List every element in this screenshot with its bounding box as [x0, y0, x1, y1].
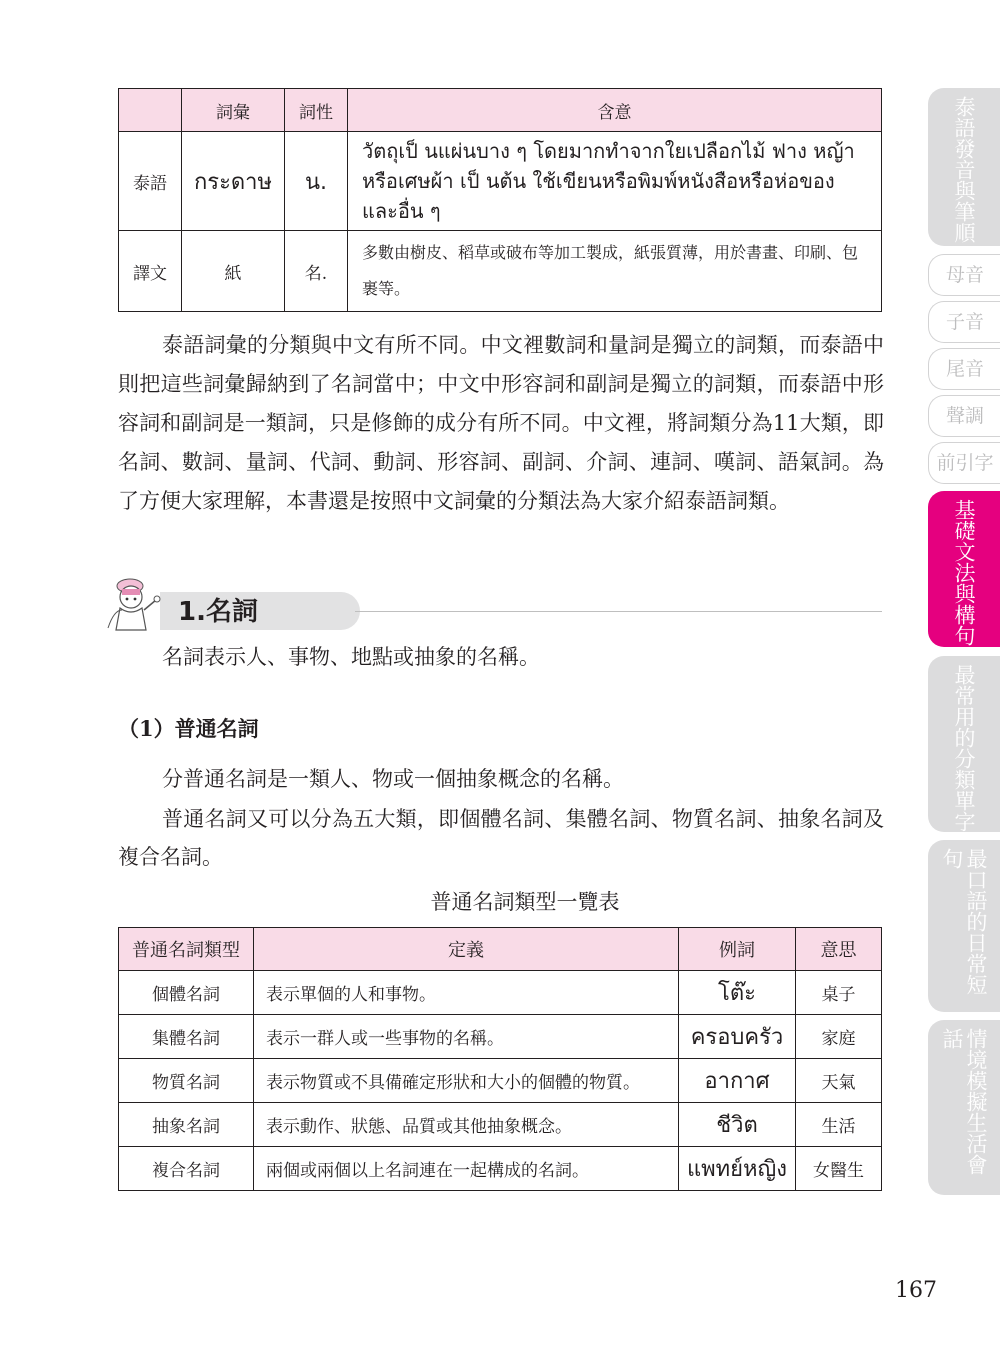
- noun-example: โต๊ะ: [679, 971, 796, 1015]
- intro-paragraph: 泰語詞彙的分類與中文有所不同。中文裡數詞和量詞是獨立的詞類，而泰語中則把這些詞彙歸納到了名詞當中；中文中形容詞和副詞是獨立的詞類，而泰語中形容詞和副詞是一類詞，只是修飾的成分有所不同。中文裡，將詞類分為11大類，即名詞、數詞、量詞、代詞、動詞、形容詞、副詞、介詞、連詞、嘆詞、語氣詞。為了方便大家理解，本書還是按照中文詞彙的分類法為大家介紹泰語詞類。: [118, 333, 884, 513]
- table-row: [119, 1103, 882, 1147]
- row-label: 泰語: [119, 132, 182, 231]
- vocab-word: 紙: [182, 231, 285, 312]
- noun-meaning: 桌子: [796, 971, 882, 1015]
- noun-example: อากาศ: [679, 1059, 796, 1103]
- tab-label: 尾音: [945, 358, 984, 380]
- tab-vowels[interactable]: [928, 254, 1000, 296]
- noun-meaning: 女醫生: [796, 1147, 882, 1191]
- tab-label: 母音: [945, 264, 984, 286]
- tab-phrases[interactable]: [928, 840, 1000, 1012]
- vocab-pos: น.: [285, 132, 348, 231]
- table-row: [119, 1015, 882, 1059]
- tab-label: 泰語發音與筆順: [952, 96, 976, 243]
- noun-header-example: 例詞: [679, 928, 796, 971]
- divider: [355, 611, 882, 612]
- vocab-word: กระดาษ: [182, 132, 285, 231]
- noun-type: 複合名詞: [119, 1147, 254, 1191]
- noun-definition: 表示一群人或一些事物的名稱。: [254, 1015, 679, 1059]
- tab-label: 子音: [945, 311, 984, 333]
- tab-leading-letters[interactable]: [928, 442, 1000, 484]
- noun-type: 抽象名詞: [119, 1103, 254, 1147]
- tab-label: 前引字: [936, 452, 994, 474]
- vocab-meaning: 多數由樹皮、稻草或破布等加工製成，紙張質薄，用於書畫、印刷、包裹等。: [348, 231, 882, 312]
- tab-vocabulary[interactable]: [928, 656, 1000, 832]
- tab-final-sounds[interactable]: [928, 348, 1000, 390]
- noun-header-meaning: 意思: [796, 928, 882, 971]
- vocab-header-blank: [119, 89, 182, 132]
- subsection-title: （1）普通名詞: [118, 716, 259, 741]
- tab-label: 最常用的分類單字: [952, 664, 976, 832]
- section-title: 1.名詞: [178, 597, 258, 627]
- tab-label: 情境模擬生活會話: [940, 1028, 988, 1175]
- noun-meaning: 生活: [796, 1103, 882, 1147]
- mascot-icon: [100, 570, 170, 636]
- noun-type: 個體名詞: [119, 971, 254, 1015]
- vocab-table: [118, 88, 882, 312]
- tab-conversation[interactable]: [928, 1020, 1000, 1195]
- vocab-pos: 名.: [285, 231, 348, 312]
- noun-meaning: 天氣: [796, 1059, 882, 1103]
- table-row: [119, 1147, 882, 1191]
- vocab-table-header: [119, 89, 882, 132]
- tab-consonants[interactable]: [928, 301, 1000, 343]
- vocab-header-meaning: 含意: [348, 89, 882, 132]
- tab-tones[interactable]: [928, 395, 1000, 437]
- page-number: 167: [895, 1278, 937, 1303]
- tab-label: 最口語的日常短句: [940, 848, 988, 995]
- tab-pronunciation[interactable]: [928, 88, 1000, 246]
- table-row: [119, 231, 882, 312]
- noun-type: 集體名詞: [119, 1015, 254, 1059]
- noun-example: แพทย์หญิง: [679, 1147, 796, 1191]
- noun-definition: 表示物質或不具備確定形狀和大小的個體的物質。: [254, 1059, 679, 1103]
- noun-example: ชีวิต: [679, 1103, 796, 1147]
- noun-table-header: [119, 928, 882, 971]
- row-label: 譯文: [119, 231, 182, 312]
- tab-label: 基礎文法與構句: [952, 499, 976, 646]
- noun-example: ครอบครัว: [679, 1015, 796, 1059]
- section-description: 名詞表示人、事物、地點或抽象的名稱。: [162, 645, 540, 669]
- table-row: [119, 971, 882, 1015]
- vocab-header-word: 詞彙: [182, 89, 285, 132]
- noun-type: 物質名詞: [119, 1059, 254, 1103]
- tab-label: 聲調: [945, 405, 984, 427]
- noun-definition: 兩個或兩個以上名詞連在一起構成的名詞。: [254, 1147, 679, 1191]
- vocab-header-pos: 詞性: [285, 89, 348, 132]
- noun-definition: 表示單個的人和事物。: [254, 971, 679, 1015]
- noun-header-definition: 定義: [254, 928, 679, 971]
- noun-definition: 表示動作、狀態、品質或其他抽象概念。: [254, 1103, 679, 1147]
- noun-header-type: 普通名詞類型: [119, 928, 254, 971]
- table-row: [119, 132, 882, 231]
- subsection-paragraph: 普通名詞又可以分為五大類，即個體名詞、集體名詞、物質名詞、抽象名詞及複合名詞。: [118, 807, 884, 869]
- noun-type-table: [118, 927, 882, 1191]
- tab-grammar[interactable]: [928, 491, 1000, 647]
- vocab-meaning: วัตถุเป็ นแผ่นบาง ๆ โดยมากทำจากใยเปลือกไม้ ฟาง หญ้า หรือเศษผ้า เป็ นต้น ใช้เขียนหรือพิมพ์หนังสือหรือห่อของและอื่น ๆ: [348, 132, 882, 231]
- table-caption: 普通名詞類型一覽表: [430, 890, 620, 914]
- subsection-paragraph: 分普通名詞是一類人、物或一個抽象概念的名稱。: [162, 767, 624, 791]
- noun-meaning: 家庭: [796, 1015, 882, 1059]
- table-row: [119, 1059, 882, 1103]
